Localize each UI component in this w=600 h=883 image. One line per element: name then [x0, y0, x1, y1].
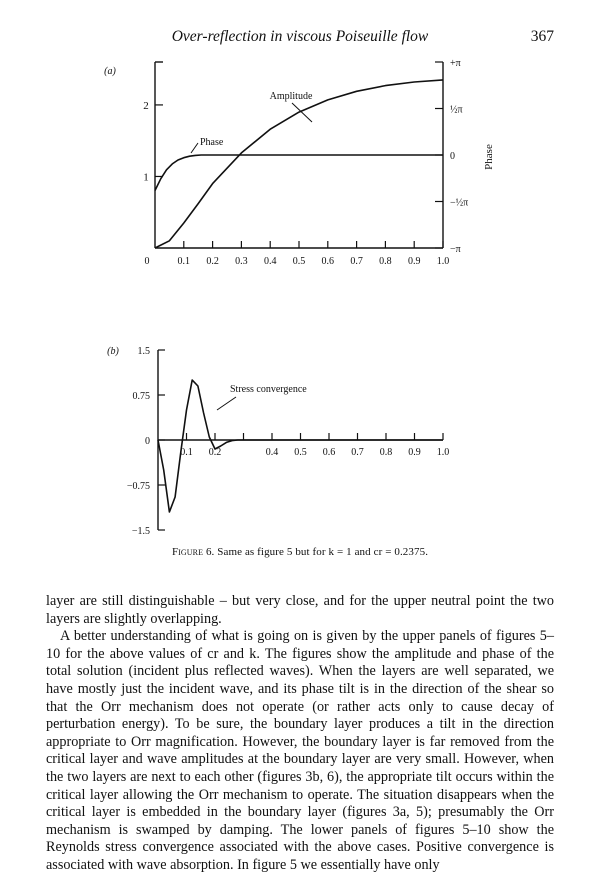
panel-a-x-tick-label: 0.1	[177, 256, 191, 267]
panel-a-phase-annotation: Phase	[200, 137, 224, 148]
panel-b-stress-leader	[217, 397, 236, 410]
figure-caption-label: Figure 6.	[171, 546, 215, 558]
panel-a-phase-leader	[191, 143, 198, 153]
panel-a-x-tick-label: 0.9	[407, 256, 421, 267]
panel-a-x-tick-label: 0.4	[263, 256, 277, 267]
panel-b-label: (b)	[107, 346, 119, 357]
panel-a-x-tick-label: 0.8	[379, 256, 392, 267]
panel-a-right-tick-label: +π	[450, 58, 461, 70]
panel-a-amplitude-line	[155, 80, 443, 248]
page-number: 367	[530, 28, 554, 45]
panel-a-amplitude-leader	[292, 103, 312, 122]
panel-b-y-tick-label: 0.75	[132, 391, 150, 402]
paragraph-2: A better understanding of what is going on is given by the upper panels of figures 5–10 for the above values of cr and k. The figures show the amplitude and phase of the total solution (incident plus reflected waves). When the layers are well separated, we have mostly just the incident wave, and its phase tilt is in the direction of the shear so that the Orr mechanism does not operate (or rather acts only to cause decay of perturbation energy). To be sure, the boundary layer produces a tilt in the direction appropriate to Orr magnification. However, the boundary layer is far removed from the critical layer and wave amplitudes at the boundary layer are very small. However, when the two layers are next to each other (figures 3b, 6), the appropriate tilt occurs within the critical layer allowing the Orr mechanism to operate. The situation disappears when the critical layer is embedded in the boundary layer (figures 3a, 5); presumably the Orr mechanism is swamped by damping. The lower panels of figures 5–10 show the Reynolds stress convergence associated with the above cases. Positive convergence is associated with wave absorption. In figure 5 we essentially have only	[46, 628, 554, 873]
figure-caption	[0, 546, 600, 558]
panel-a-right-tick-label: ½π	[450, 104, 463, 116]
panel-b-x-tick-label: 0.2	[208, 447, 222, 458]
panel-b-x-tick-label: 0.8	[379, 447, 393, 458]
panel-b-x-tick-label: 0.1	[180, 447, 193, 458]
panel-a-right-tick-label: −½π	[450, 197, 469, 209]
panel-a-right-tick-label: 0	[450, 151, 455, 162]
body-text	[46, 593, 554, 875]
panel-a-x-tick-label: 0.2	[206, 256, 219, 267]
panel-b-y-tick-label: −0.75	[126, 481, 150, 492]
paragraph-1: layer are still distinguishable – but very close, and for the upper neutral point the two layers are slightly overlapping.	[46, 593, 554, 627]
panel-a-right-tick-label: −π	[450, 243, 461, 255]
panel-a-x-tick-label: 0.5	[292, 256, 306, 267]
running-title: Over-reflection in viscous Poiseuille flow	[171, 28, 429, 45]
panel-a-x-tick-label: 0	[144, 256, 150, 267]
figure-caption-text: Same as figure 5 but for k = 1 and cr = 0.2375.	[217, 546, 429, 558]
panel-b-y-tick-label: −1.5	[131, 526, 150, 537]
panel-b-stress-annotation: Stress convergence	[230, 384, 307, 395]
panel-a-x-tick-label: 1.0	[436, 256, 450, 267]
panel-b-x-tick-label: 0.9	[408, 447, 421, 458]
panel-a-left-tick-label: 2	[143, 99, 149, 112]
panel-b-x-tick-label: 0.7	[351, 447, 364, 458]
panel-a-left-tick-label: 1	[143, 171, 149, 184]
panel-b-x-tick-label: 0.5	[294, 447, 307, 458]
panel-a-right-axis-title: Phase	[483, 144, 495, 170]
panel-b-x-tick-label: 0.4	[265, 447, 279, 458]
panel-a-label: (a)	[104, 66, 116, 77]
panel-a-x-tick-label: 0.7	[350, 256, 363, 267]
panel-b-stress-convergence-line	[158, 380, 443, 512]
panel-a-phase-line	[155, 155, 443, 191]
panel-b-x-tick-label: 0.6	[322, 447, 336, 458]
panel-b-y-tick-label: 1.5	[137, 346, 150, 357]
panel-a-amplitude-annotation: Amplitude	[269, 91, 313, 102]
panel-a-x-tick-label: 0.6	[321, 256, 335, 267]
panel-b-x-tick-label: 1.0	[436, 447, 450, 458]
panel-a-x-tick-label: 0.3	[235, 256, 248, 267]
panel-b-y-tick-label: 0	[145, 436, 150, 447]
